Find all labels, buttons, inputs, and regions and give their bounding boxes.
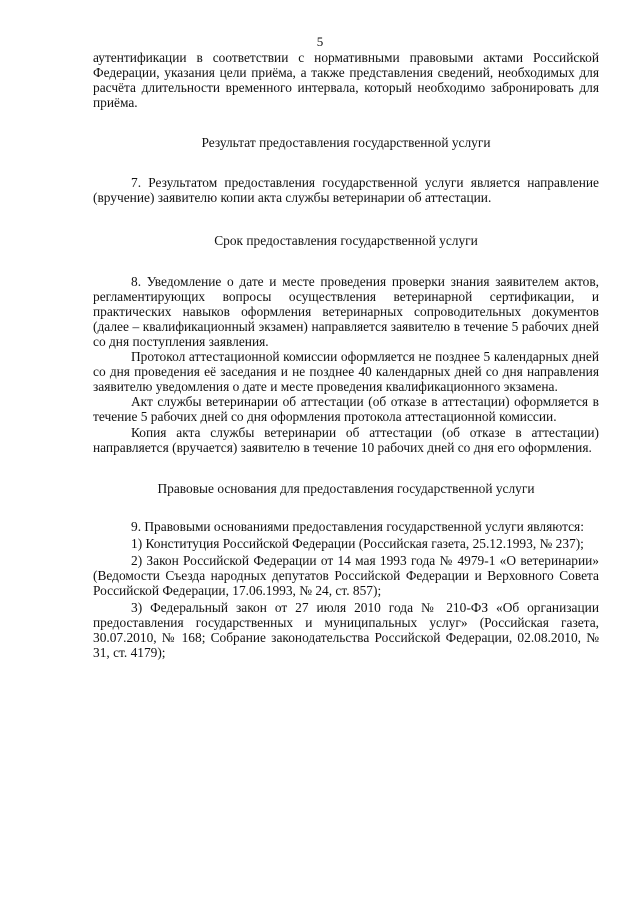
paragraph-8: 8. Уведомление о дате и месте проведения проверки знания заявителем актов, регламентирующих вопросы осуществления ветеринарной сертификации, и практических навыков оформления ветеринарных сопроводительных документов (далее – квалификационный экзамен) направляется заявителю в течение 5 рабочих дней со дня поступления заявления.	[93, 273, 599, 349]
section-heading-term: Срок предоставления государственной услуги	[214, 232, 478, 248]
page-number: 5	[316, 34, 324, 49]
section-heading-legal: Правовые основания для предоставления государственной услуги	[157, 480, 535, 496]
paragraph-continuation: аутентификации в соответствии с нормативными правовыми актами Российской Федерации, указания цели приёма, а также представления сведений, необходимых для расчёта длительности временного интервала, который необходимо забронировать для приёма.	[93, 50, 599, 111]
paragraph-7: 7. Результатом предоставления государственной услуги является направление (вручение) заявителю копии акта службы ветеринарии об аттестации.	[93, 175, 599, 206]
paragraph-9-item-3: 3) Федеральный закон от 27 июля 2010 года № 210-ФЗ «Об организации предоставления государственных и муниципальных услуг» (Российская газета, 30.07.2010, № 168; Собрание законодательства Российской Федерации, 02.08.2010, № 31, ст. 4179);	[93, 600, 599, 661]
paragraph-9: 9. Правовыми основаниями предоставления государственной услуги являются:	[131, 518, 584, 534]
paragraph-9-item-2: 2) Закон Российской Федерации от 14 мая 1993 года № 4979-1 «О ветеринарии» (Ведомости Съезда народных депутатов Российской Федерации и Верховного Совета Российской Федерации, 17.06.1993, № 24, ст. 857);	[93, 552, 599, 599]
section-heading-result: Результат предоставления государственной услуги	[201, 135, 491, 151]
paragraph-9-item-1: 1) Конституция Российской Федерации (Российская газета, 25.12.1993, № 237);	[131, 535, 584, 551]
paragraph-8-protocol: Протокол аттестационной комиссии оформляется не позднее 5 календарных дней со дня проведения её заседания и не позднее 40 календарных дней со дня направления заявителю уведомления о дате и месте проведения квалификационного экзамена.	[93, 349, 599, 395]
paragraph-8-act: Акт службы ветеринарии об аттестации (об отказе в аттестации) оформляется в течение 5 рабочих дней со дня оформления протокола аттестационной комиссии.	[93, 394, 599, 425]
paragraph-8-copy: Копия акта службы ветеринарии об аттестации (об отказе в аттестации) направляется (вручается) заявителю в течение 10 рабочих дней со дня его оформления.	[93, 424, 599, 455]
document-body	[93, 50, 599, 661]
